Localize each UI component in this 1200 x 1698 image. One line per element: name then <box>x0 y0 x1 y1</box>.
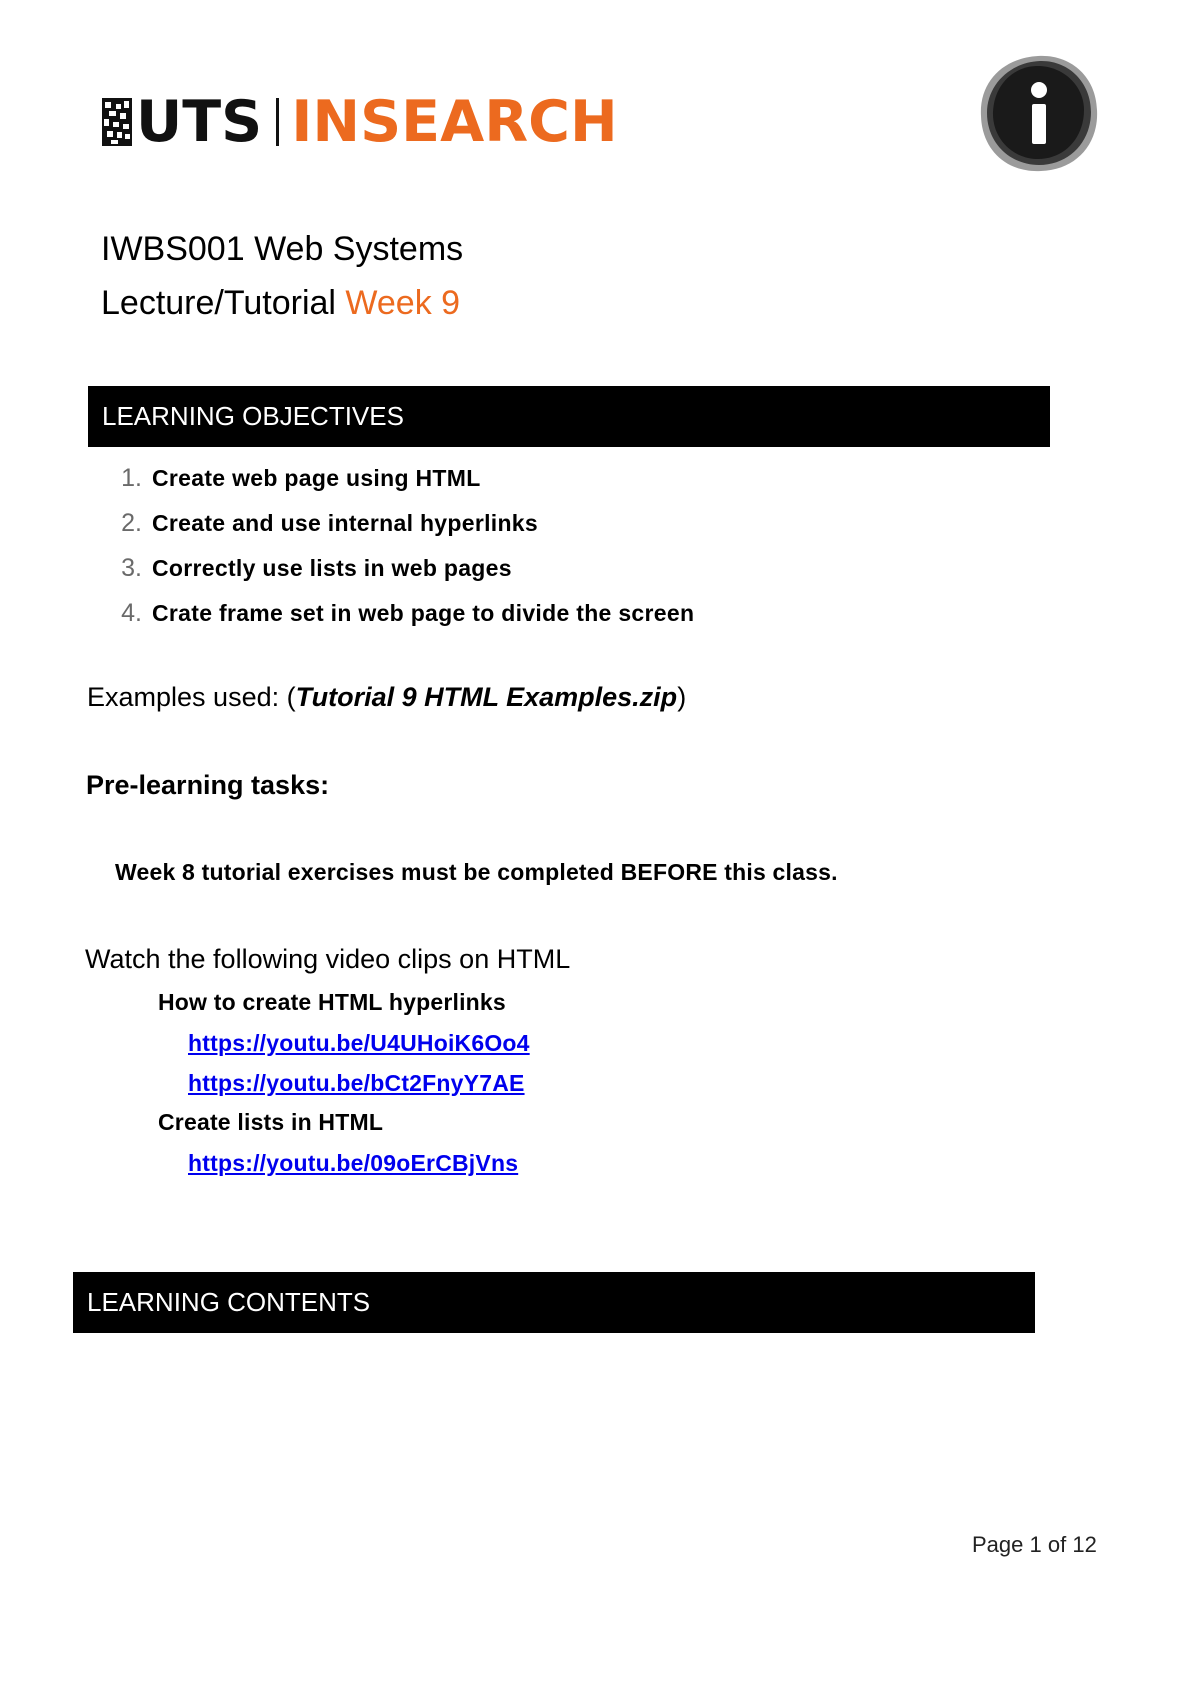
list-item-text: Create and use internal hyperlinks <box>152 510 538 536</box>
list-item <box>110 591 694 636</box>
learning-objectives-heading: LEARNING OBJECTIVES <box>88 386 1050 447</box>
list-item-text: Correctly use lists in web pages <box>152 555 512 581</box>
video-link[interactable]: https://youtu.be/U4UHoiK6Oo4 <box>188 1030 530 1056</box>
examples-label: Examples used: ( <box>87 682 296 712</box>
week-title <box>101 276 463 330</box>
course-title: IWBS001 Web Systems <box>101 230 464 268</box>
uts-emblem-icon <box>102 98 132 146</box>
video-group-title-hyperlinks: How to create HTML hyperlinks <box>158 989 506 1015</box>
list-item-number: 3. <box>121 554 142 582</box>
pre-learning-heading: Pre-learning tasks: <box>86 770 330 800</box>
logo-divider <box>276 98 279 146</box>
info-icon <box>978 52 1100 174</box>
video-group-title-lists: Create lists in HTML <box>158 1109 384 1135</box>
pre-learning-note: Week 8 tutorial exercises must be completed BEFORE this class. <box>115 859 838 885</box>
list-item-text: Crate frame set in web page to divide the screen <box>152 600 695 626</box>
list-item <box>110 546 694 591</box>
page-number <box>972 1532 1097 1558</box>
logo-insearch-text: INSEARCH <box>291 88 618 155</box>
week-number: Week 9 <box>345 284 461 322</box>
logo-uts-text: UTS <box>136 88 263 155</box>
uts-insearch-logo <box>102 88 618 155</box>
document-title <box>101 222 463 330</box>
list-item-number: 4. <box>121 599 142 627</box>
page-total: 12 <box>1072 1532 1097 1557</box>
video-intro: Watch the following video clips on HTML <box>85 944 571 974</box>
page-label: Page <box>972 1532 1030 1557</box>
objectives-list <box>110 456 694 636</box>
page-of-label: of <box>1041 1532 1073 1557</box>
examples-file: Tutorial 9 HTML Examples.zip <box>295 682 678 712</box>
list-item <box>110 456 694 501</box>
learning-contents-heading: LEARNING CONTENTS <box>73 1272 1035 1333</box>
list-item <box>110 501 694 546</box>
page-current: 1 <box>1029 1532 1042 1557</box>
list-item-number: 1. <box>121 464 142 492</box>
examples-close: ) <box>677 682 687 712</box>
list-item-number: 2. <box>121 509 142 537</box>
examples-used <box>87 682 686 713</box>
video-link[interactable]: https://youtu.be/09oErCBjVns <box>188 1150 519 1176</box>
week-title-prefix: Lecture/Tutorial <box>101 284 346 322</box>
list-item-text: Create web page using HTML <box>152 465 481 491</box>
video-link[interactable]: https://youtu.be/bCt2FnyY7AE <box>188 1070 525 1096</box>
